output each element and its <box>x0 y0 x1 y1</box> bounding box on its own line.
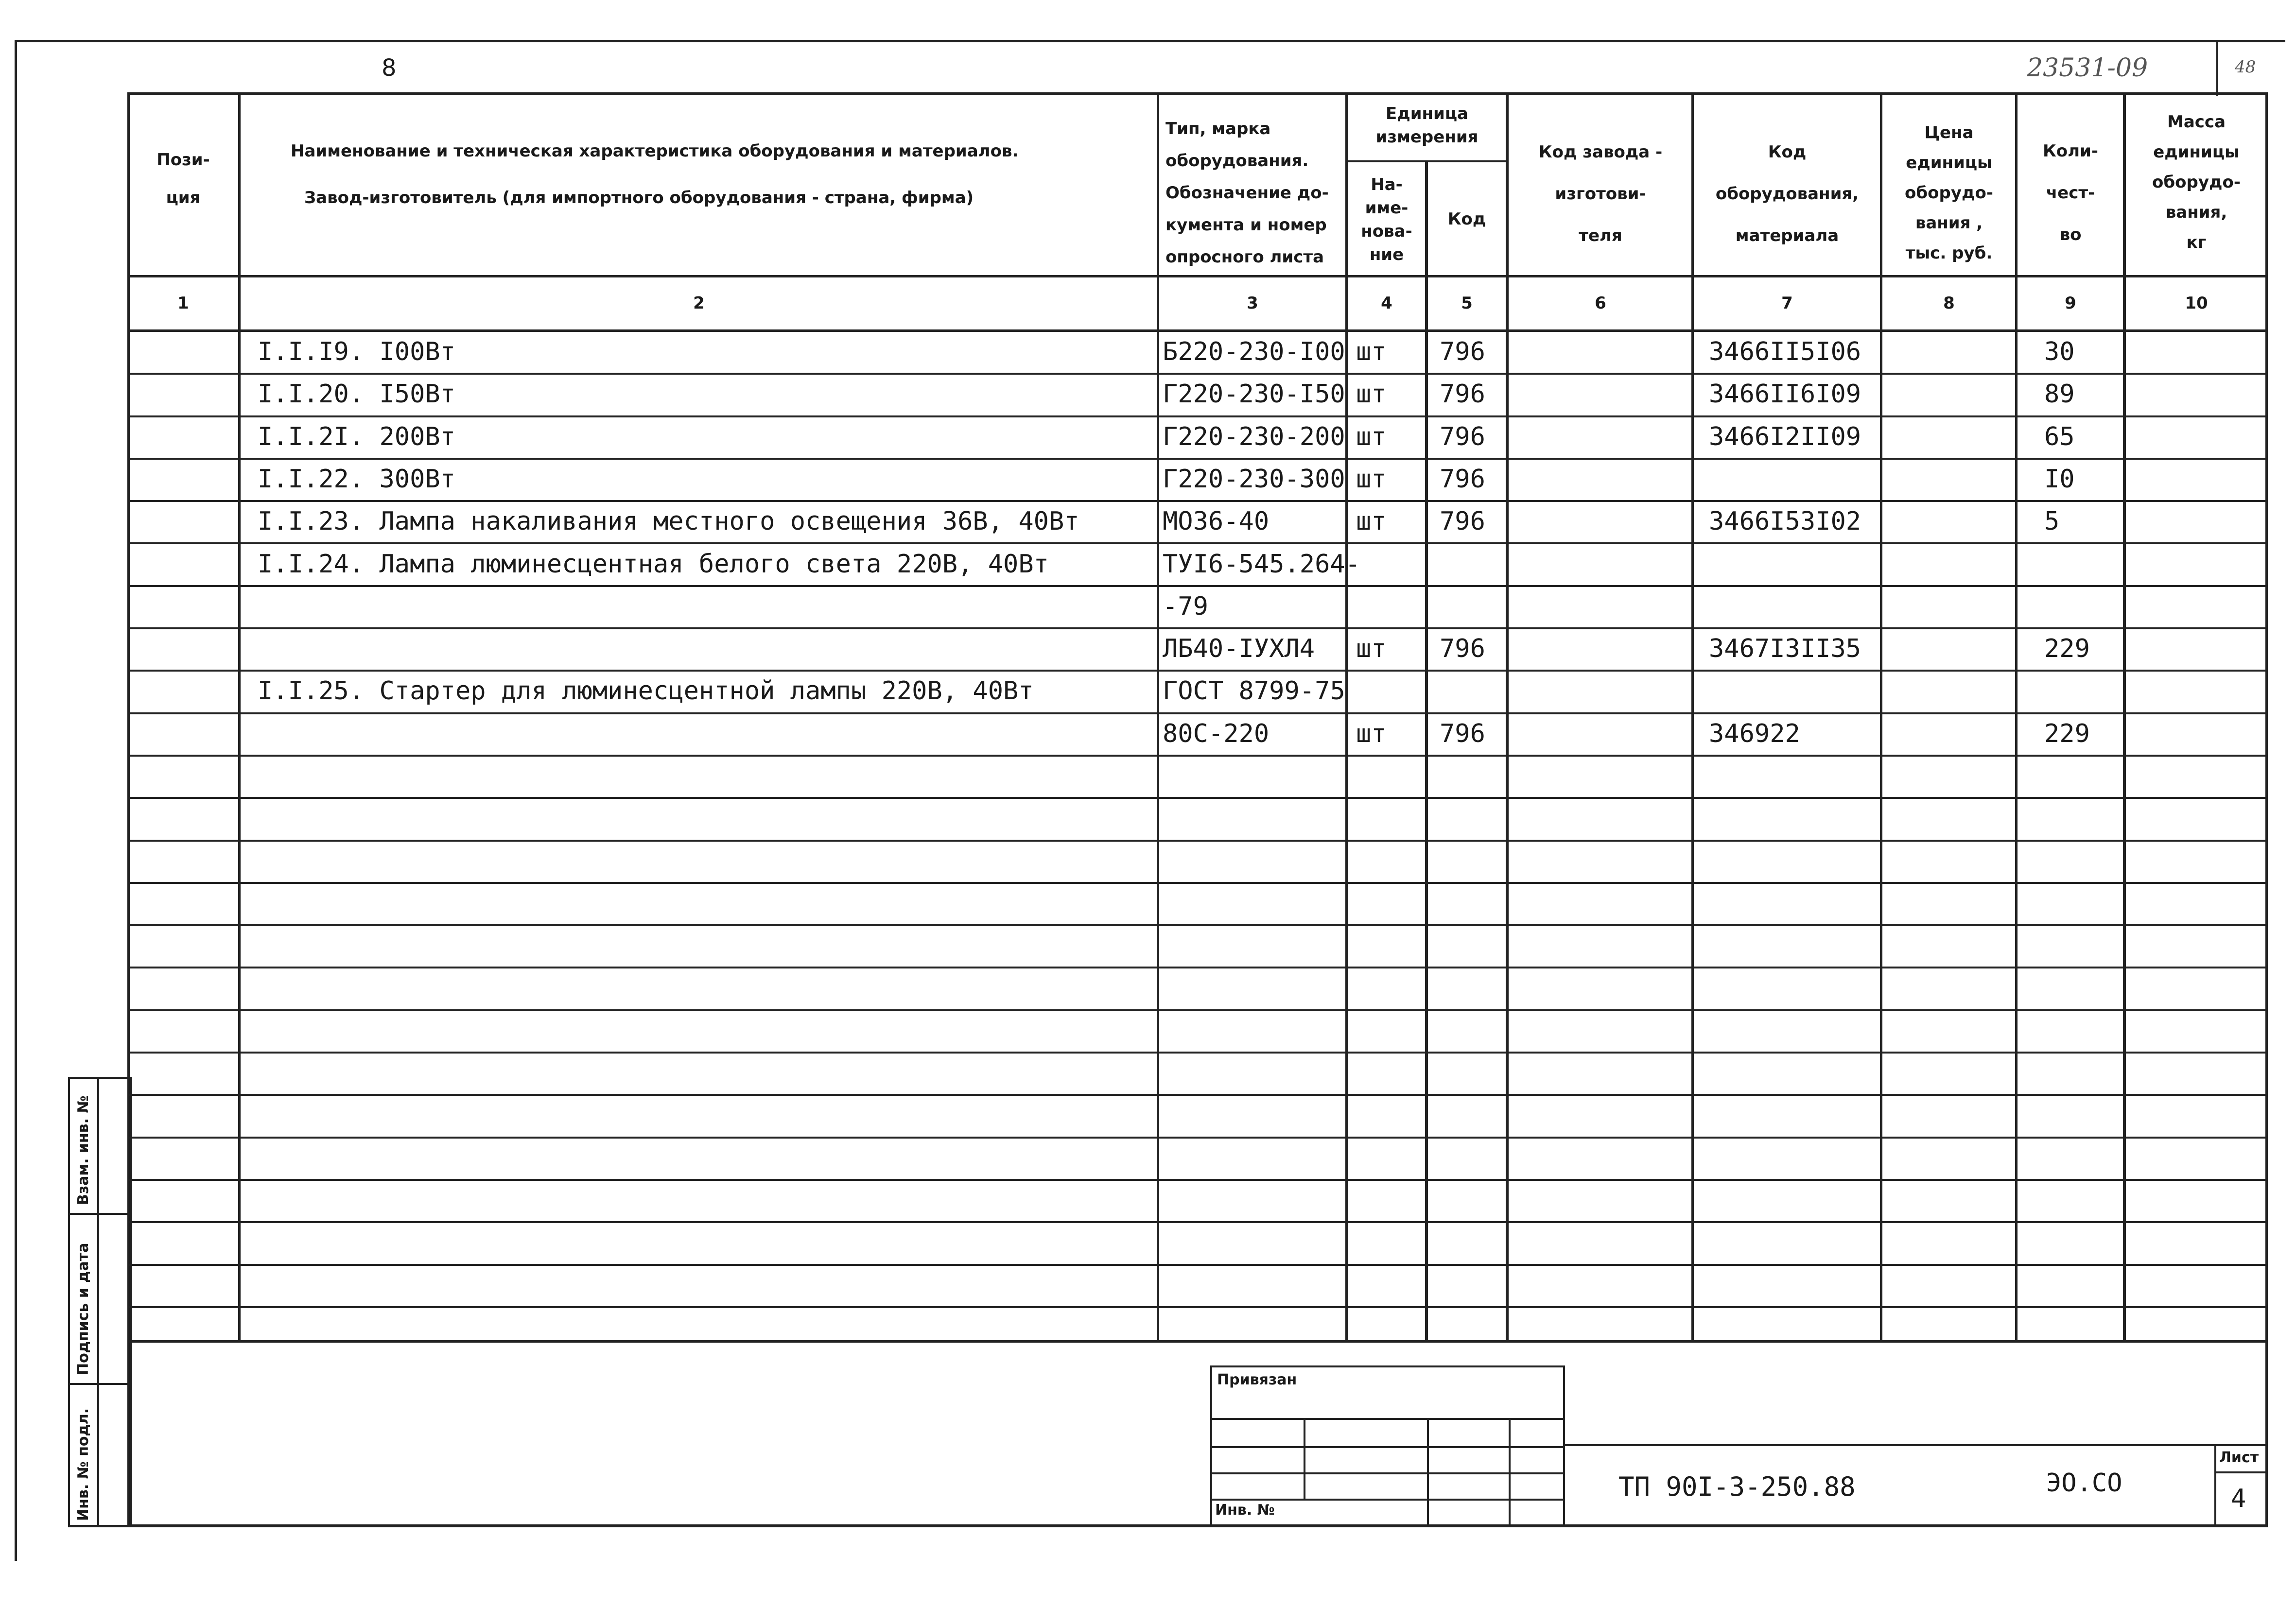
title-block-top-line <box>1564 1444 2268 1446</box>
column-number-9: 9 <box>2065 294 2076 313</box>
privyazan-line-1 <box>1210 1418 1565 1420</box>
row-type: Б220-230-I00 <box>1163 337 1345 366</box>
sheet-label: Лист <box>2219 1449 2259 1466</box>
row-divider <box>127 882 2268 884</box>
row-quantity: 89 <box>2044 380 2075 409</box>
row-quantity: I0 <box>2044 465 2075 494</box>
privyazan-line-4 <box>1210 1499 1565 1501</box>
row-equipment-code: 3466I2II09 <box>1709 422 1861 451</box>
sheet-left-border <box>15 40 17 1561</box>
row-name: I.I.23. Лампа накаливания местного освещения 36В, 40Вт <box>258 507 1079 536</box>
row-divider <box>127 797 2268 799</box>
column-number-8: 8 <box>1943 294 1955 313</box>
privyazan-col-1 <box>1304 1418 1305 1499</box>
column-number-6: 6 <box>1595 294 1606 313</box>
header-equipment-code: Код оборудования, материала <box>1715 142 1859 245</box>
inv-no-label: Инв. № <box>1215 1502 1275 1519</box>
row-divider <box>127 1052 2268 1054</box>
column-number-2: 2 <box>693 294 705 313</box>
side-strip-line-2 <box>68 1383 132 1385</box>
column-number-10: 10 <box>2185 294 2208 313</box>
privyazan-col-3 <box>1509 1418 1511 1527</box>
row-divider <box>127 840 2268 842</box>
row-name: I.I.20. I50Вт <box>258 380 455 409</box>
page-number: 8 <box>382 54 397 82</box>
row-equipment-code: 346922 <box>1709 719 1800 748</box>
side-label-podpis: Подпись и дата <box>75 1243 92 1375</box>
row-type: Г220-230-I50 <box>1163 380 1345 409</box>
row-unit: шт <box>1356 380 1387 409</box>
sheet-number: 4 <box>2231 1484 2246 1513</box>
row-divider <box>127 1094 2268 1096</box>
row-unit-code: 796 <box>1440 507 1485 536</box>
handwritten-code: 23531-09 <box>2027 53 2148 83</box>
row-unit: шт <box>1356 634 1387 663</box>
corner-number: 48 <box>2235 57 2256 77</box>
col-divider-4 <box>1425 160 1428 1342</box>
row-unit: шт <box>1356 337 1387 366</box>
row-unit: шт <box>1356 719 1387 748</box>
side-label-vzam: Взам. инв. № <box>75 1095 92 1205</box>
header-name-line1: Наименование и техническая характеристика оборудования и материалов. <box>291 141 1019 161</box>
header-position: Пози- ция <box>157 150 210 207</box>
privyazan-line-2 <box>1210 1446 1565 1448</box>
header-unit-group: Единица измерения <box>1375 104 1478 147</box>
header-name-line2: Завод-изготовитель (для импортного оборудования - страна, фирма) <box>304 188 974 207</box>
side-strip-divider <box>97 1077 99 1527</box>
row-divider <box>127 1264 2268 1266</box>
privyazan-label: Привязан <box>1217 1371 1297 1388</box>
column-number-5: 5 <box>1461 294 1473 313</box>
row-unit: шт <box>1356 465 1387 494</box>
row-divider <box>127 967 2268 968</box>
row-unit: шт <box>1356 422 1387 451</box>
header-bottom-line <box>127 275 2268 277</box>
row-unit-code: 796 <box>1440 634 1485 663</box>
row-name: I.I.I9. I00Вт <box>258 337 455 366</box>
side-strip-line-1 <box>68 1213 132 1215</box>
row-type: ТУI6-545.264- <box>1163 550 1360 579</box>
row-divider <box>127 1137 2268 1139</box>
privyazan-col-2 <box>1427 1418 1429 1527</box>
row-equipment-code: 3466I53I02 <box>1709 507 1861 536</box>
section-code: ЭО.СО <box>2046 1469 2122 1498</box>
row-unit-code: 796 <box>1440 465 1485 494</box>
row-quantity: 30 <box>2044 337 2075 366</box>
row-type: 80С-220 <box>1163 719 1270 748</box>
header-quantity: Коли- чест- во <box>2043 141 2098 244</box>
row-quantity: 5 <box>2044 507 2060 536</box>
row-name: I.I.22. 300Вт <box>258 465 455 494</box>
row-equipment-code: 3466II6I09 <box>1709 380 1861 409</box>
row-type: ЛБ40-IУХЛ4 <box>1163 634 1315 663</box>
sheet-corner-divider <box>2216 41 2218 96</box>
sheet-label-divider <box>2214 1444 2216 1527</box>
column-number-3: 3 <box>1247 294 1258 313</box>
header-factory-code: Код завода - изготови- теля <box>1538 142 1663 245</box>
column-number-4: 4 <box>1381 294 1392 313</box>
unit-group-divider <box>1345 160 1507 162</box>
row-type: Г220-230-200 <box>1163 422 1345 451</box>
row-equipment-code: 3467I3II35 <box>1709 634 1861 663</box>
row-unit-code: 796 <box>1440 719 1485 748</box>
row-divider <box>127 1009 2268 1011</box>
row-type: ГОСТ 8799-75 <box>1163 676 1345 706</box>
column-number-1: 1 <box>177 294 189 313</box>
header-unit-price: Цена единицы оборудо- вания , тыс. руб. <box>1905 123 1993 263</box>
sheet-label-line <box>2214 1471 2268 1473</box>
row-divider <box>127 1179 2268 1181</box>
row-type: Г220-230-300 <box>1163 465 1345 494</box>
row-unit-code: 796 <box>1440 380 1485 409</box>
row-name: I.I.2I. 200Вт <box>258 422 455 451</box>
row-type: -79 <box>1163 592 1208 621</box>
sheet-bottom-line <box>68 1525 2268 1527</box>
header-type: Тип, марка оборудования. Обозначение до- кумента и номер опросного листа <box>1165 119 1329 267</box>
row-type: МО36-40 <box>1163 507 1270 536</box>
row-unit: шт <box>1356 507 1387 536</box>
row-unit-code: 796 <box>1440 337 1485 366</box>
document-code: ТП 90I-3-250.88 <box>1618 1471 1856 1502</box>
privyazan-line-3 <box>1210 1472 1565 1474</box>
body-bottom-line <box>127 1340 2268 1343</box>
row-quantity: 229 <box>2044 634 2090 663</box>
row-name: I.I.25. Стартер для люминесцентной лампы 220В, 40Вт <box>258 676 1034 706</box>
row-divider <box>127 924 2268 926</box>
row-name: I.I.24. Лампа люминесцентная белого света 220В, 40Вт <box>258 550 1049 579</box>
header-unit-code: Код <box>1447 209 1486 229</box>
row-quantity: 65 <box>2044 422 2075 451</box>
column-number-7: 7 <box>1781 294 1793 313</box>
row-quantity: 229 <box>2044 719 2090 748</box>
sheet-top-border <box>15 40 2285 42</box>
row-equipment-code: 3466II5I06 <box>1709 337 1861 366</box>
header-unit-name: На- име- нова- ние <box>1361 175 1412 264</box>
side-label-inv: Инв. № подл. <box>75 1408 92 1521</box>
row-divider <box>127 1221 2268 1223</box>
row-divider <box>127 1306 2268 1308</box>
header-unit-mass: Масса единицы оборудо- вания, кг <box>2152 112 2241 252</box>
row-unit-code: 796 <box>1440 422 1485 451</box>
